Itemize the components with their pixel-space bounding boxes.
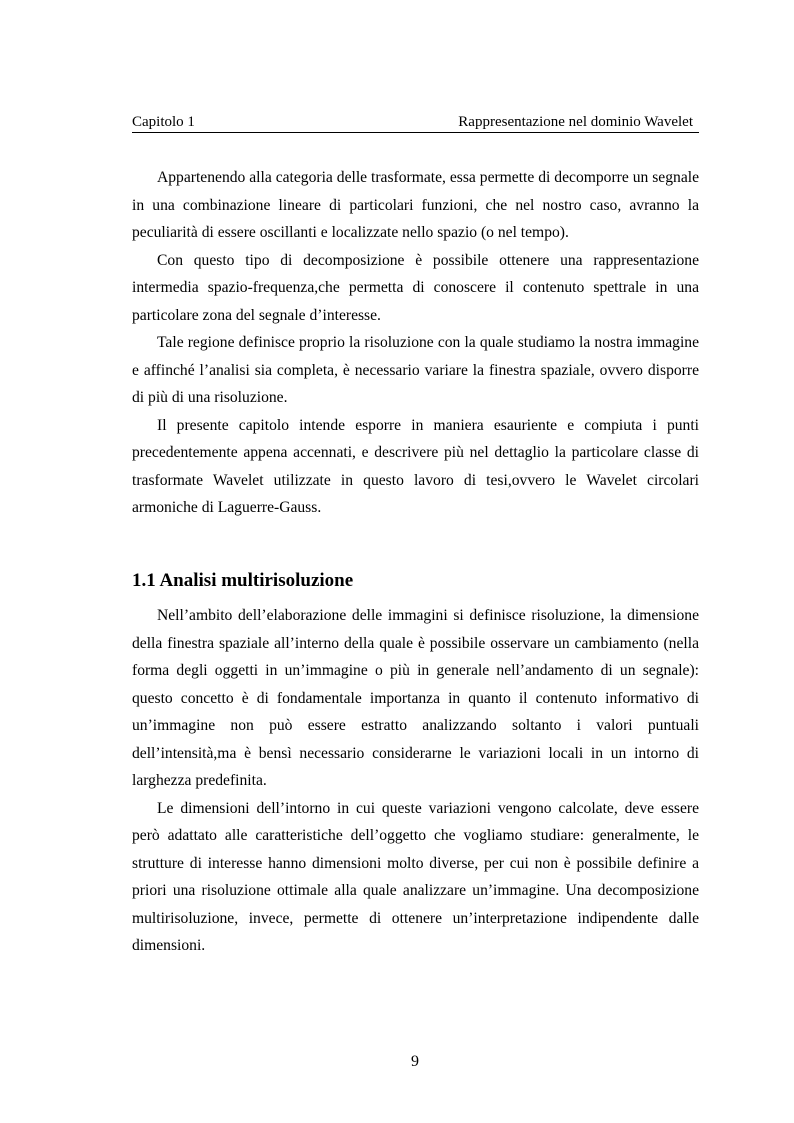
paragraph: Il presente capitolo intende esporre in maniera esauriente e compiuta i punti precedentemente appena accennati, e descrivere più nel dettaglio la particolare classe di trasformate Wavelet utilizzate in questo lavoro di tesi,ovvero le Wavelet circolari armoniche di Laguerre-Gauss.: [132, 416, 699, 516]
running-header: [132, 112, 699, 133]
paragraph: Appartenendo alla categoria delle trasformate, essa permette di decomporre un segnale in una combinazione lineare di particolari funzioni, che nel nostro caso, avranno la peculiarità di essere oscillanti e localizzate nello spazio (o nel tempo).: [132, 169, 699, 241]
chapter-title: Rappresentazione nel dominio Wavelet: [458, 114, 693, 130]
paragraph: Tale regione definisce proprio la risoluzione con la quale studiamo la nostra immagine e affinché l’analisi sia completa, è necessario variare la finestra spaziale, ovvero disporre di più di una risoluzione.: [132, 334, 699, 406]
paragraph: Le dimensioni dell’intorno in cui queste variazioni vengono calcolate, deve essere però adattato alle caratteristiche dell’oggetto che vogliamo studiare: generalmente, le strutture di interesse hanno dimensioni molto diverse, per cui non è possibile definire a priori una risoluzione ottimale alla quale analizzare un’immagine. Una decomposizione multirisoluzione, invece, permette di ottenere un’interpretazione indipendente dalle dimensioni.: [132, 799, 699, 954]
chapter-label: Capitolo 1: [132, 114, 195, 130]
paragraph: Con questo tipo di decomposizione è possibile ottenere una rappresentazione intermedia spazio-frequenza,che permetta di conoscere il contenuto spettrale in una particolare zona del segnale d’interesse.: [132, 251, 699, 324]
paragraph: Nell’ambito dell’elaborazione delle immagini si definisce risoluzione, la dimensione della finestra spaziale all’interno della quale è possibile osservare un cambiamento (nella forma degli oggetti in un’immagine o più in generale nell’andamento di un segnale): questo concetto è di fondamentale importanza in quanto il contenuto informativo di un’immagine non può essere estratto analizzando soltanto i valori puntuali dell’intensità,ma è bensì necessario considerarne le variazioni locali in un intorno di larghezza predefinita.: [132, 607, 699, 789]
section-text: [132, 602, 699, 960]
intro-text: [132, 164, 699, 522]
section-heading: 1.1 Analisi multirisoluzione: [132, 570, 354, 591]
page-number: 9: [411, 1053, 419, 1070]
